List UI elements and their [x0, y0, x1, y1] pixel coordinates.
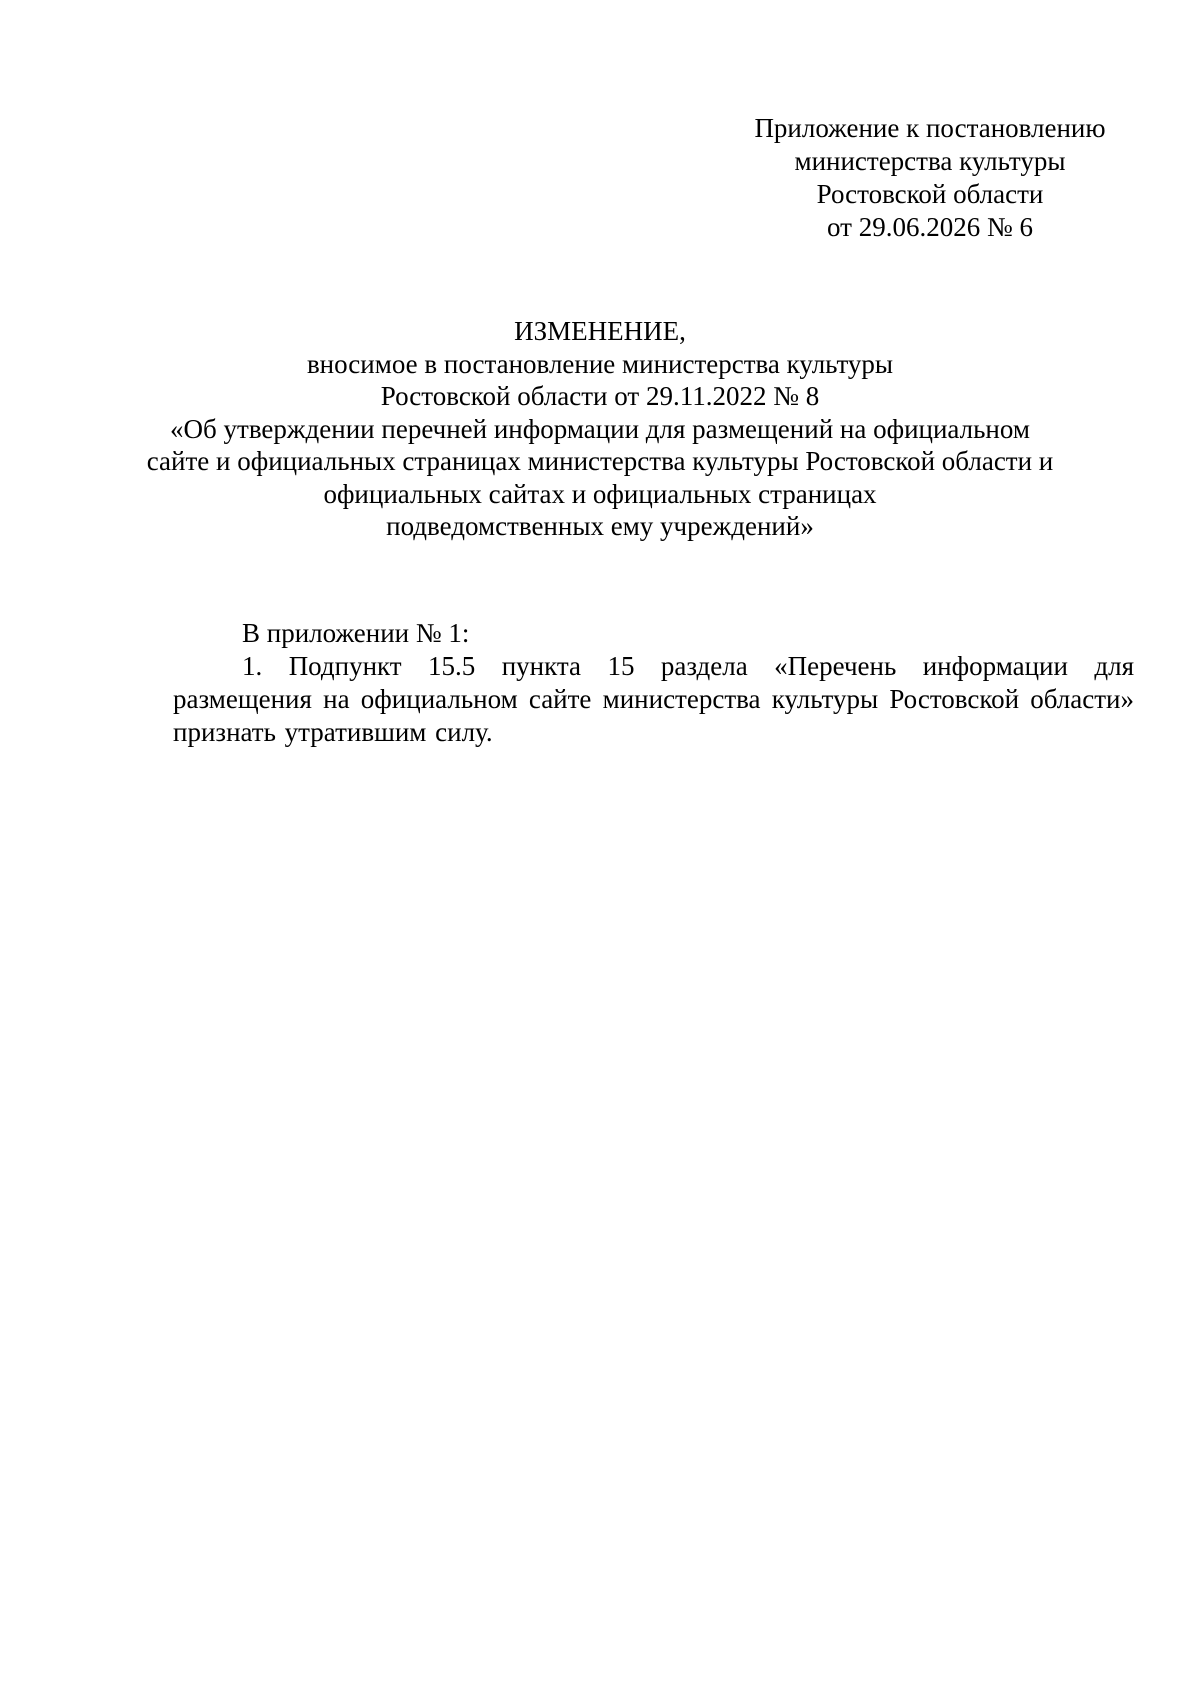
- title-line-6: подведомственных ему учреждений»: [386, 511, 814, 541]
- document-body: [173, 617, 1134, 749]
- title-line-1: вносимое в постановление министерства культуры: [306, 348, 894, 379]
- appendix-line-2: министерства культуры: [794, 146, 1066, 176]
- document-title: [140, 315, 1060, 543]
- body-intro: В приложении № 1:: [242, 618, 470, 648]
- title-line-5: официальных сайтах и официальных страницах: [323, 478, 877, 509]
- appendix-line-3: Ростовской области: [816, 179, 1044, 209]
- title-line-2: Ростовской области от 29.11.2022 № 8: [380, 381, 820, 411]
- title-line-4: сайте и официальных страницах министерства культуры Ростовской области и: [146, 446, 1054, 476]
- body-item-1: 1. Подпункт 15.5 пункта 15 раздела «Перечень информации для размещения на официальном сайте министерства культуры Ростовской области» признать утратившим силу.: [173, 651, 1134, 747]
- appendix-header: [700, 112, 1160, 244]
- title-heading: ИЗМЕНЕНИЕ,: [514, 316, 686, 346]
- appendix-line-1: Приложение к постановлению: [754, 113, 1106, 143]
- title-line-3: «Об утверждении перечней информации для размещений на официальном: [170, 413, 1030, 444]
- appendix-line-4: от 29.06.2026 № 6: [827, 212, 1033, 242]
